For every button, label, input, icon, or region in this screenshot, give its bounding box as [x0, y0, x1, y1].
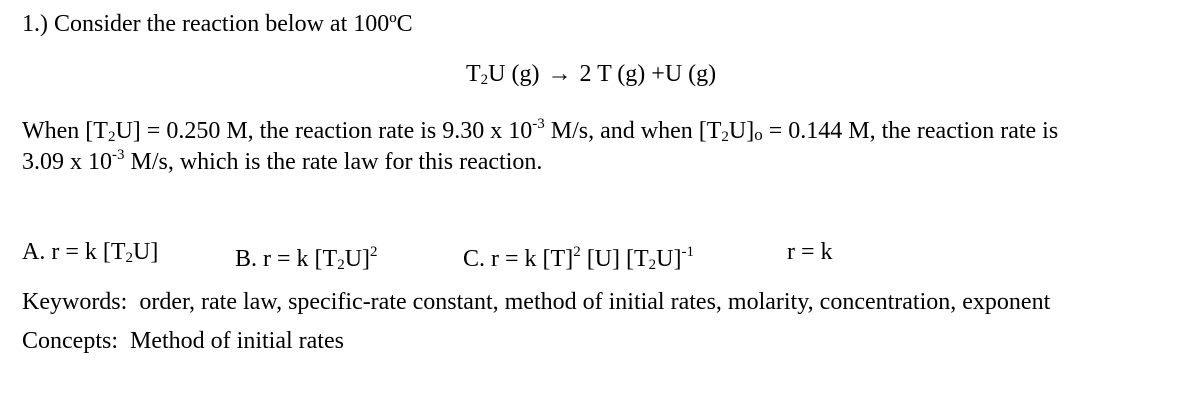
question-prompt: Consider the reaction below at 100ºC [54, 11, 413, 37]
choice-d[interactable]: r = k [787, 239, 833, 265]
choice-c[interactable]: C. r = k $[T]^2$ [U] $[T_2U]^{-1}$ [463, 244, 694, 273]
reactant-formula: $T_2U$ (g) [466, 61, 540, 88]
question-header [22, 10, 413, 38]
problem-text-line-1: When $[T_2U] = 0.250$ M, the reaction rate is 9.30 x $10^{-3}$ M/s, and when $[T_2U]o = 0.144$ M, the reaction rate is [22, 116, 1059, 145]
concepts-label: Concepts: [22, 328, 118, 354]
plus-sign: + [651, 61, 665, 87]
choice-b[interactable]: B. r = k $[T_2U]^2$ [235, 244, 378, 273]
product-one: 2 T (g) [579, 61, 646, 87]
keywords-line [22, 288, 1050, 316]
keywords-value: order, rate law, specific-rate constant, method of initial rates, molarity, concentration, exponent [139, 289, 1051, 315]
product-two: U (g) [664, 61, 717, 87]
question-number: 1.) [22, 11, 48, 37]
reaction-equation [466, 60, 716, 94]
choice-a[interactable]: A. r = k $[T_2U]$ [22, 239, 159, 266]
reaction-arrow-icon: → [547, 61, 572, 87]
keywords-label: Keywords: [22, 289, 128, 315]
concepts-value: Method of initial rates [130, 328, 344, 354]
concepts-line [22, 327, 344, 355]
problem-text-line-2: 3.09 x $10^{-3}$ M/s, which is the rate law for this reaction. [22, 147, 543, 175]
